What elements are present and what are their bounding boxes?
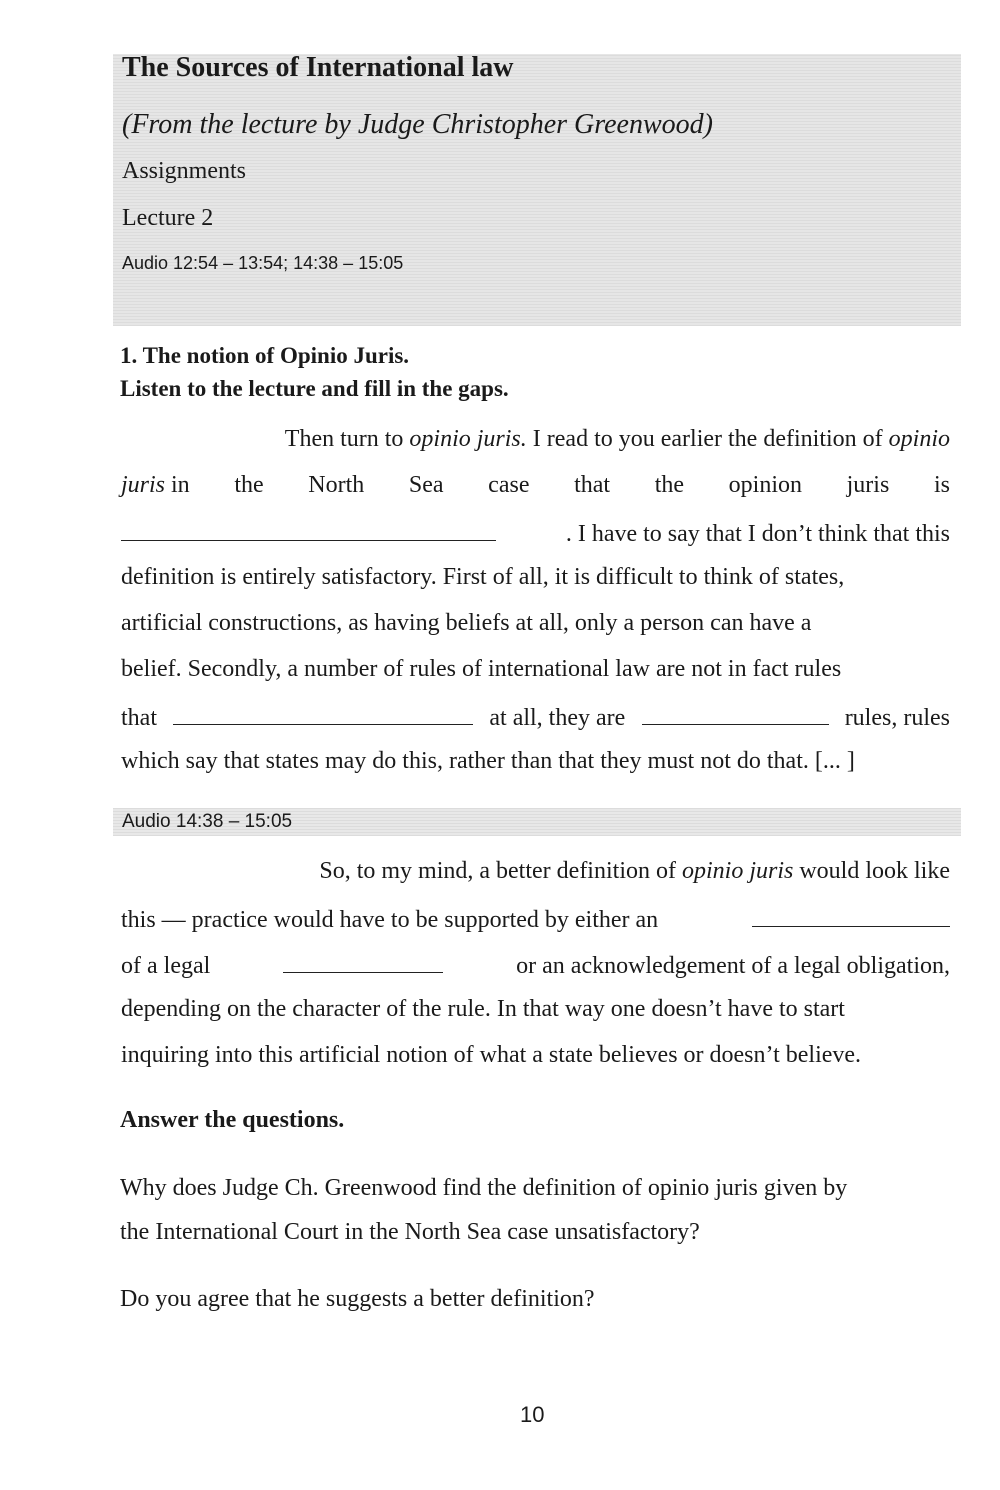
assignments-label: Assignments (122, 158, 247, 184)
p1-line-2 (121, 472, 950, 502)
p1-line-6: belief. Secondly, a number of rules of international law are not in fact rules (121, 656, 842, 682)
p2-line-3 (121, 950, 950, 980)
p1-line-3 (121, 518, 950, 548)
page-title: The Sources of International law (122, 52, 514, 83)
text-span: rules, rules (844, 705, 950, 731)
italic-term: opinio (888, 426, 950, 452)
p2-line-5: inquiring into this artificial notion of what a state believes or doesn’t believe. (121, 1042, 862, 1068)
text-span: this — practice would have to be supported by either an (121, 907, 659, 933)
p1-line-4: definition is entirely satisfactory. First of all, it is difficult to think of states, (121, 564, 845, 590)
text-span: or an acknowledgement of a legal obligation, (516, 953, 950, 979)
text-span: juris (846, 472, 890, 498)
text-span: juris in (121, 472, 190, 498)
blank-gap-3[interactable] (642, 702, 829, 725)
p1-line-7 (121, 702, 950, 732)
question-1-line-2: the International Court in the North Sea case unsatisfactory? (120, 1219, 700, 1245)
p2-line-2 (121, 904, 950, 934)
questions-title: Answer the questions. (120, 1107, 345, 1133)
audio2-timestamps: Audio 14:38 – 15:05 (122, 811, 293, 832)
p2-line-1 (121, 858, 950, 888)
p1-line-5: artificial constructions, as having beliefs at all, only a person can have a (121, 610, 812, 636)
question-1-line-1: Why does Judge Ch. Greenwood find the definition of opinio juris given by (120, 1175, 848, 1201)
text-span: at all, they are (489, 705, 626, 731)
italic-term: opinio juris (681, 858, 794, 884)
text-span: Then turn to (284, 426, 410, 452)
italic-term: opinio juris. (409, 426, 527, 452)
text-span: case (488, 472, 530, 498)
text-span: of a legal (121, 953, 211, 979)
text-span: Sea (408, 472, 444, 498)
text-span: that (121, 705, 157, 731)
audio-timestamps: Audio 12:54 – 13:54; 14:38 – 15:05 (122, 253, 404, 273)
p1-line-1 (121, 426, 950, 456)
text-span: would look like (793, 858, 950, 884)
page-number: 10 (520, 1402, 545, 1427)
blank-gap-2[interactable] (173, 702, 473, 725)
text-span: So, to my mind, a better definition of (319, 858, 682, 884)
text-span: North (308, 472, 365, 498)
p2-line-4: depending on the character of the rule. In that way one doesn’t have to start (121, 996, 845, 1022)
header-box (113, 54, 961, 326)
lecture-label: Lecture 2 (122, 205, 214, 231)
text-span: . I have to say that I don’t think that this (565, 521, 950, 547)
section-instruction: Listen to the lecture and fill in the gaps. (120, 376, 509, 401)
text-span: opinion (728, 472, 803, 498)
text-span: the (234, 472, 264, 498)
page-subtitle: (From the lecture by Judge Christopher Greenwood) (122, 109, 713, 140)
text-span: that (574, 472, 611, 498)
text-span: the (654, 472, 685, 498)
p1-line-8: which say that states may do this, rather than that they must not do that. [... ] (121, 748, 855, 774)
blank-gap-4[interactable] (752, 904, 950, 927)
blank-gap-1[interactable] (121, 518, 496, 541)
blank-gap-5[interactable] (283, 950, 443, 973)
section-title: 1. The notion of Opinio Juris. (120, 343, 410, 368)
text-span: I read to you earlier the definition of (526, 426, 889, 452)
text-span: is (933, 472, 950, 498)
question-2: Do you agree that he suggests a better definition? (120, 1286, 595, 1312)
